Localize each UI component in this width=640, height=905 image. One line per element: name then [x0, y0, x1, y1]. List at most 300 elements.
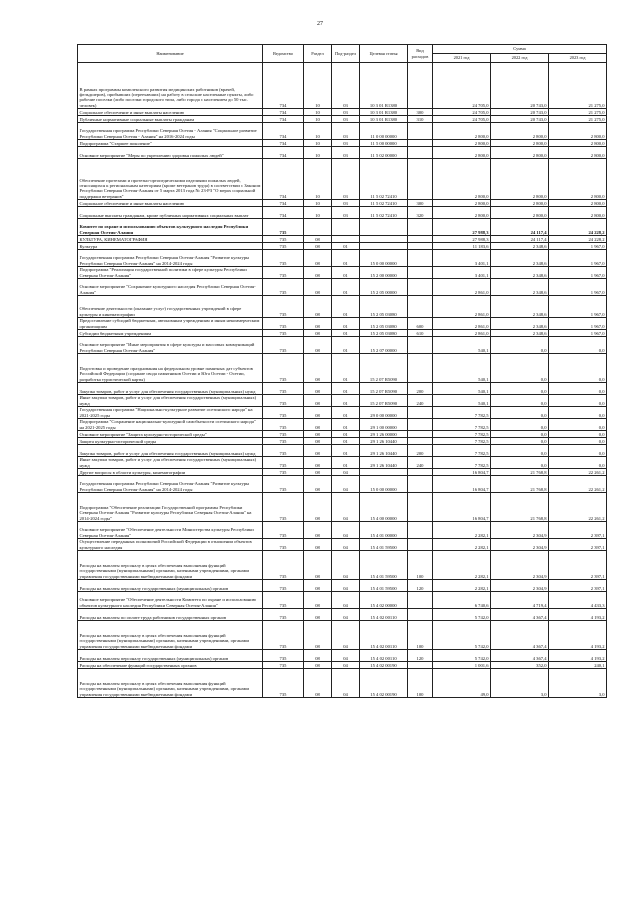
cell-target: 15 2 05 00000	[360, 279, 408, 296]
cell-dept: 734	[263, 109, 304, 116]
table-row	[78, 650, 607, 662]
cell-2022: 4 719,4	[491, 592, 549, 609]
cell-target: 29 1 26 10440	[360, 445, 408, 457]
cell-subsection: 03	[332, 140, 360, 147]
cell-2023: 24 228,2	[549, 236, 607, 243]
cell-name: Социальное обеспечение и иные выплаты населению	[78, 200, 263, 207]
cell-2023: 0,0	[549, 354, 607, 383]
cell-vr	[408, 123, 433, 140]
cell-subsection: 01	[332, 267, 360, 279]
cell-subsection: 01	[332, 330, 360, 337]
cell-target: 15 2 07 R5090	[360, 395, 408, 407]
cell-2022: 24 117,4	[491, 236, 549, 243]
cell-section: 08	[304, 469, 332, 476]
cell-dept: 735	[263, 219, 304, 236]
cell-subsection: 03	[332, 147, 360, 159]
cell-subsection: 03	[332, 109, 360, 116]
cell-name: Основное мероприятие "Иные мероприятия в сфере культуры и массовых коммуникаций Республики Северная Осетия-Алания"	[78, 337, 263, 354]
cell-name: Основное мероприятие "Сохранение культурного наследия Республики Северная Осетия-Алания"	[78, 279, 263, 296]
cell-dept: 735	[263, 279, 304, 296]
cell-vr: 200	[408, 445, 433, 457]
cell-subsection: 01	[332, 296, 360, 318]
cell-target: 11 5 02 72410	[360, 159, 408, 200]
cell-2021: 7 782,5	[433, 445, 491, 457]
cell-name: КУЛЬТУРА, КИНЕМАТОГРАФИЯ	[78, 236, 263, 243]
cell-vr: 100	[408, 669, 433, 698]
table-row	[78, 383, 607, 395]
cell-target	[360, 236, 408, 243]
table-row	[78, 669, 607, 698]
cell-dept: 735	[263, 609, 304, 621]
table-row	[78, 662, 607, 669]
cell-vr: 240	[408, 395, 433, 407]
header-section: Раздел	[304, 45, 332, 63]
cell-2022: 20 743,0	[491, 116, 549, 123]
cell-vr	[408, 493, 433, 522]
cell-name: Государственная программа "Национально-культурное развитие осетинского народа" на 2021-2025 годы	[78, 407, 263, 419]
cell-2023: 0,0	[549, 457, 607, 469]
cell-section: 08	[304, 592, 332, 609]
cell-2021: 7 782,5	[433, 438, 491, 445]
cell-2023: 2 397,1	[549, 551, 607, 580]
cell-2022: 2 304,9	[491, 539, 549, 551]
cell-section: 08	[304, 476, 332, 493]
cell-section: 08	[304, 445, 332, 457]
cell-2021: 7 782,5	[433, 419, 491, 431]
cell-subsection	[332, 236, 360, 243]
header-target: Целевая статья	[360, 45, 408, 63]
cell-2022: 4 367,4	[491, 621, 549, 650]
cell-2023: 4 193,2	[549, 621, 607, 650]
cell-2022: 21 768,8	[491, 476, 549, 493]
cell-dept: 735	[263, 438, 304, 445]
cell-target: 15 4 02 00000	[360, 592, 408, 609]
cell-2021: 2 800,0	[433, 147, 491, 159]
cell-section: 08	[304, 296, 332, 318]
cell-target: 11 5 00 00000	[360, 140, 408, 147]
header-year-2022: 2022 год	[491, 54, 549, 63]
cell-target: 15 0 00 00000	[360, 250, 408, 267]
cell-target: 11 5 02 00000	[360, 147, 408, 159]
cell-name: Подпрограмма "Обеспечение реализации Государственной программы Республики Северная Осетия-Алания "Развитие культуры Республики Северная Осетия-Алания" на 2014-2024 годы"	[78, 493, 263, 522]
cell-2021: 2 800,0	[433, 159, 491, 200]
cell-2023: 2 800,0	[549, 200, 607, 207]
cell-vr	[408, 337, 433, 354]
cell-2022: 2 304,9	[491, 580, 549, 592]
cell-name: Публичные нормативные социальные выплаты гражданам	[78, 116, 263, 123]
cell-2021: 540,1	[433, 383, 491, 395]
cell-section	[304, 219, 332, 236]
cell-dept: 735	[263, 243, 304, 250]
cell-2022: 20 743,0	[491, 63, 549, 109]
cell-name: Предоставление субсидий бюджетным, автономным учреждениям и иным некоммерческим организациям	[78, 318, 263, 330]
cell-target: 15 4 02 00190	[360, 662, 408, 669]
cell-2022: 24 117,4	[491, 219, 549, 236]
table-row	[78, 438, 607, 445]
cell-2023: 0,0	[549, 419, 607, 431]
cell-name: Основное мероприятие "Обеспечение деятельности Комитета по охране и использованию объектов культурного наследия Республики Северная Осетия-Алания"	[78, 592, 263, 609]
cell-target: 10 3 01 R1380	[360, 109, 408, 116]
cell-target: 29 1 26 10440	[360, 438, 408, 445]
page-number: 27	[317, 21, 323, 27]
cell-subsection: 01	[332, 318, 360, 330]
table-row	[78, 243, 607, 250]
cell-target: 15 4 02 00110	[360, 621, 408, 650]
cell-2022: 0,0	[491, 445, 549, 457]
cell-section: 08	[304, 662, 332, 669]
cell-vr	[408, 354, 433, 383]
cell-target: 29 1 26 10440	[360, 457, 408, 469]
table-row	[78, 621, 607, 650]
cell-subsection: 01	[332, 407, 360, 419]
cell-section: 08	[304, 407, 332, 419]
cell-vr: 200	[408, 383, 433, 395]
cell-2022: 0,0	[491, 419, 549, 431]
cell-target: 15 4 02 00110	[360, 650, 408, 662]
cell-vr	[408, 419, 433, 431]
cell-2022: 21 768,8	[491, 493, 549, 522]
cell-2022: 2 348,6	[491, 250, 549, 267]
cell-vr	[408, 140, 433, 147]
cell-target: 15 2 00 00000	[360, 267, 408, 279]
cell-2021: 24 705,0	[433, 116, 491, 123]
cell-section: 08	[304, 279, 332, 296]
cell-subsection: 01	[332, 445, 360, 457]
table-row	[78, 469, 607, 476]
cell-target: 15 4 01 59500	[360, 551, 408, 580]
cell-vr	[408, 236, 433, 243]
cell-section: 08	[304, 250, 332, 267]
cell-2021: 7 782,5	[433, 457, 491, 469]
cell-2021: 3 401,1	[433, 250, 491, 267]
cell-vr: 100	[408, 621, 433, 650]
cell-2021: 2 800,0	[433, 207, 491, 219]
cell-2023: 0,0	[549, 431, 607, 438]
cell-2022: 2 800,0	[491, 159, 549, 200]
table-row	[78, 592, 607, 609]
cell-2023: 2 800,0	[549, 207, 607, 219]
cell-section: 10	[304, 123, 332, 140]
cell-2023: 1 967,0	[549, 267, 607, 279]
cell-2023: 2 800,0	[549, 140, 607, 147]
table-row	[78, 63, 607, 109]
cell-subsection: 03	[332, 116, 360, 123]
cell-2021: 2 861,0	[433, 279, 491, 296]
cell-target: 15 2 05 03080	[360, 330, 408, 337]
cell-target: 15 4 02 00190	[360, 669, 408, 698]
cell-target: 15 4 00 00000	[360, 493, 408, 522]
cell-2023: 1 967,0	[549, 318, 607, 330]
cell-2022: 2 800,0	[491, 123, 549, 140]
cell-vr	[408, 279, 433, 296]
cell-2021: 6 740,6	[433, 592, 491, 609]
cell-vr	[408, 267, 433, 279]
cell-vr: 610	[408, 330, 433, 337]
cell-dept: 735	[263, 296, 304, 318]
header-sum: Сумма	[433, 45, 607, 54]
cell-2022: 2 304,9	[491, 522, 549, 539]
cell-subsection: 04	[332, 580, 360, 592]
cell-name: Подпрограмма "Старшее поколение"	[78, 140, 263, 147]
cell-name: Подпрограмма "Реализация государственной политики в сфере культуры Республики Северная Осетия-Алания"	[78, 267, 263, 279]
cell-2021: 2 282,1	[433, 551, 491, 580]
cell-name: Комитет по охране и использованию объектов культурного наследия Республики Северная Осетия-Алания	[78, 219, 263, 236]
cell-section: 10	[304, 116, 332, 123]
cell-vr	[408, 539, 433, 551]
cell-2023: 2 800,0	[549, 123, 607, 140]
cell-dept: 735	[263, 493, 304, 522]
header-dept: Ведомство	[263, 45, 304, 63]
cell-vr: 240	[408, 457, 433, 469]
cell-subsection: 04	[332, 476, 360, 493]
cell-2023: 2 397,1	[549, 539, 607, 551]
cell-name: Расходы на выплаты персоналу в целях обеспечения выполнения функций государственными (муниципальными) органами, казенными учреждениями, органами управления государственными внебюджетными фондами	[78, 621, 263, 650]
cell-dept: 735	[263, 551, 304, 580]
cell-2023: 0,0	[549, 438, 607, 445]
table-row	[78, 219, 607, 236]
cell-dept: 735	[263, 650, 304, 662]
cell-name: Основное мероприятие "Защита культурно-исторической среды"	[78, 431, 263, 438]
cell-vr	[408, 609, 433, 621]
cell-2022: 2 348,6	[491, 296, 549, 318]
cell-dept: 734	[263, 200, 304, 207]
cell-dept: 734	[263, 116, 304, 123]
cell-target: 29 0 00 00000	[360, 407, 408, 419]
table-row	[78, 109, 607, 116]
cell-subsection: 01	[332, 383, 360, 395]
cell-2023: 1 967,0	[549, 330, 607, 337]
cell-vr: 120	[408, 580, 433, 592]
cell-2023: 0,0	[549, 395, 607, 407]
cell-section: 08	[304, 383, 332, 395]
cell-2021: 27 988,3	[433, 219, 491, 236]
cell-section: 10	[304, 159, 332, 200]
cell-section: 08	[304, 395, 332, 407]
cell-dept: 735	[263, 592, 304, 609]
table-row	[78, 476, 607, 493]
cell-vr: 300	[408, 200, 433, 207]
cell-section: 08	[304, 419, 332, 431]
table-row	[78, 330, 607, 337]
cell-2023: 4 193,2	[549, 650, 607, 662]
cell-subsection: 01	[332, 250, 360, 267]
cell-2022: 0,0	[491, 431, 549, 438]
cell-name: Осуществление переданных полномочий Российской Федерации в отношении объектов культурного наследия	[78, 539, 263, 551]
table-row	[78, 337, 607, 354]
cell-2021: 5 742,0	[433, 621, 491, 650]
cell-dept: 734	[263, 147, 304, 159]
cell-section: 08	[304, 330, 332, 337]
cell-2021: 2 800,0	[433, 200, 491, 207]
cell-vr	[408, 592, 433, 609]
cell-dept: 734	[263, 159, 304, 200]
cell-dept: 735	[263, 476, 304, 493]
cell-name: В рамках программы комплексного развития медицинских работников (врачей, фельдшеров), прибывших (переехавших) на работу в сельские населенные пункты, либо рабочие поселки (либо поселки городского типа, либо города с населением до 50 тыс. человек)	[78, 63, 263, 109]
cell-vr	[408, 159, 433, 200]
cell-subsection: 04	[332, 592, 360, 609]
cell-2023: 1 967,0	[549, 250, 607, 267]
cell-name: Закупка товаров, работ и услуг для обеспечения государственных (муниципальных) нужд	[78, 383, 263, 395]
table-row	[78, 147, 607, 159]
cell-2022: 352,0	[491, 662, 549, 669]
cell-2022: 20 743,0	[491, 109, 549, 116]
cell-2021: 24 705,0	[433, 63, 491, 109]
cell-2023: 0,0	[549, 445, 607, 457]
table-row	[78, 250, 607, 267]
cell-name: Подпрограмма "Сохранение национально-культурной самобытности осетинского народа" на 2021-2025 годы	[78, 419, 263, 431]
cell-2021: 11 183,6	[433, 243, 491, 250]
table-row	[78, 318, 607, 330]
cell-subsection: 04	[332, 469, 360, 476]
cell-2021: 2 800,0	[433, 123, 491, 140]
cell-2022: 2 800,0	[491, 140, 549, 147]
cell-name: Основное мероприятие "Обеспечение деятельности Министерства культуры Республики Северная Осетия-Алания"	[78, 522, 263, 539]
cell-vr	[408, 522, 433, 539]
cell-name: Социальное обеспечение и иные выплаты населению	[78, 109, 263, 116]
cell-subsection: 01	[332, 431, 360, 438]
cell-dept: 735	[263, 407, 304, 419]
cell-2021: 540,1	[433, 354, 491, 383]
cell-dept: 735	[263, 522, 304, 539]
cell-name: Расходы на обеспечение функций государственных органов	[78, 662, 263, 669]
cell-2021: 5 742,0	[433, 609, 491, 621]
cell-2021: 2 282,1	[433, 522, 491, 539]
cell-2022: 2 800,0	[491, 147, 549, 159]
cell-name: Иные закупки товаров, работ и услуг для обеспечения государственных (муниципальных) нужд	[78, 457, 263, 469]
table-row	[78, 609, 607, 621]
cell-target: 15 2 07 R5090	[360, 354, 408, 383]
table-row	[78, 123, 607, 140]
cell-name: Расходы на выплаты по оплате труда работников государственных органов	[78, 609, 263, 621]
cell-subsection: 01	[332, 457, 360, 469]
cell-target	[360, 219, 408, 236]
cell-2021: 16 804,7	[433, 493, 491, 522]
cell-subsection: 01	[332, 337, 360, 354]
table-row	[78, 267, 607, 279]
header-subsection: Под-раздел	[332, 45, 360, 63]
cell-2021: 2 282,1	[433, 580, 491, 592]
cell-subsection: 01	[332, 354, 360, 383]
cell-section: 08	[304, 522, 332, 539]
cell-target: 10 3 01 R1380	[360, 116, 408, 123]
header-year-2023: 2023 год	[549, 54, 607, 63]
cell-2021: 540,1	[433, 337, 491, 354]
cell-dept: 734	[263, 123, 304, 140]
cell-dept: 735	[263, 469, 304, 476]
cell-2022: 3,0	[491, 669, 549, 698]
cell-2021: 49,0	[433, 669, 491, 698]
cell-2023: 240,1	[549, 662, 607, 669]
header-year-2021: 2021 год	[433, 54, 491, 63]
cell-target: 15 0 00 00000	[360, 476, 408, 493]
cell-subsection	[332, 219, 360, 236]
cell-name: Государственная программа Республики Северная Осетия-Алания "Развитие культуры Республики Северная Осетия-Алания" на 2014-2024 годы	[78, 250, 263, 267]
cell-target: 15 4 02 00110	[360, 609, 408, 621]
cell-subsection: 01	[332, 279, 360, 296]
cell-subsection: 04	[332, 662, 360, 669]
cell-vr	[408, 469, 433, 476]
table-row	[78, 419, 607, 431]
cell-section: 08	[304, 539, 332, 551]
cell-2023: 4 193,2	[549, 609, 607, 621]
cell-section: 08	[304, 318, 332, 330]
cell-name: Расходы на выплаты персоналу в целях обеспечения выполнения функций государственными (муниципальными) органами, казенными учреждениями, органами управления государственными внебюджетными фондами	[78, 551, 263, 580]
cell-section: 08	[304, 236, 332, 243]
cell-2022: 2 800,0	[491, 207, 549, 219]
cell-dept: 735	[263, 580, 304, 592]
cell-2023: 4 433,3	[549, 592, 607, 609]
table-row	[78, 279, 607, 296]
cell-subsection: 04	[332, 539, 360, 551]
cell-section: 08	[304, 669, 332, 698]
cell-2022: 0,0	[491, 383, 549, 395]
cell-section: 10	[304, 207, 332, 219]
cell-2023: 1 967,0	[549, 279, 607, 296]
cell-name: Подготовка и проведение празднования на федеральном уровне памятных дат субъектов Российской Федерации (создание свода памятников Осетии и Юга Осетии - Осетии, разработка туристической карты)	[78, 354, 263, 383]
budget-table	[77, 44, 607, 698]
cell-subsection: 01	[332, 243, 360, 250]
cell-name: Обеспечение протезами и протезно-ортопедическими изделиями пожилых людей, относящихся к региональным категориям (кроме ветеранов труда) в соответствии с Законом Республики Северная Осетия-Алания от 5 марта 2013 года № 23-РЗ "О мерах социальной поддержки ветеранов"	[78, 159, 263, 200]
cell-section: 08	[304, 609, 332, 621]
header-vr: Вид расходов	[408, 45, 433, 63]
cell-vr	[408, 431, 433, 438]
cell-section: 10	[304, 140, 332, 147]
cell-2023: 1 967,0	[549, 296, 607, 318]
cell-target: 15 4 01 59500	[360, 580, 408, 592]
cell-subsection: 03	[332, 63, 360, 109]
cell-section: 08	[304, 243, 332, 250]
cell-dept: 735	[263, 236, 304, 243]
cell-2023: 2 397,1	[549, 522, 607, 539]
cell-target	[360, 243, 408, 250]
cell-dept: 735	[263, 354, 304, 383]
header-name: Наименование	[78, 45, 263, 63]
cell-subsection: 04	[332, 609, 360, 621]
cell-2023: 0,0	[549, 337, 607, 354]
cell-name: Расходы на выплаты персоналу в целях обеспечения выполнения функций государственными (муниципальными) органами, казенными учреждениями, органами управления государственными внебюджетными фондами	[78, 669, 263, 698]
table-row	[78, 236, 607, 243]
cell-2022: 2 348,6	[491, 330, 549, 337]
cell-target: 15 2 05 03080	[360, 318, 408, 330]
cell-vr: 300	[408, 109, 433, 116]
table-row	[78, 140, 607, 147]
cell-2023: 21 275,0	[549, 63, 607, 109]
cell-vr	[408, 63, 433, 109]
table-row	[78, 207, 607, 219]
cell-vr	[408, 662, 433, 669]
cell-2021: 3 401,1	[433, 267, 491, 279]
cell-section: 10	[304, 147, 332, 159]
cell-vr: 600	[408, 318, 433, 330]
table-row	[78, 116, 607, 123]
cell-target: 11 5 02 72410	[360, 200, 408, 207]
cell-2023: 24 228,2	[549, 219, 607, 236]
cell-name: Иные закупки товаров, работ и услуг для обеспечения государственных (муниципальных) нужд	[78, 395, 263, 407]
cell-dept: 735	[263, 457, 304, 469]
cell-subsection: 03	[332, 207, 360, 219]
cell-target: 29 1 26 00000	[360, 431, 408, 438]
cell-section: 08	[304, 438, 332, 445]
cell-subsection: 01	[332, 419, 360, 431]
cell-subsection: 03	[332, 159, 360, 200]
cell-target: 15 4 01 59500	[360, 539, 408, 551]
cell-dept: 735	[263, 445, 304, 457]
cell-target: 11 5 02 72410	[360, 207, 408, 219]
cell-dept: 735	[263, 621, 304, 650]
cell-dept: 735	[263, 539, 304, 551]
cell-2021: 540,1	[433, 395, 491, 407]
cell-2023: 1 967,0	[549, 243, 607, 250]
